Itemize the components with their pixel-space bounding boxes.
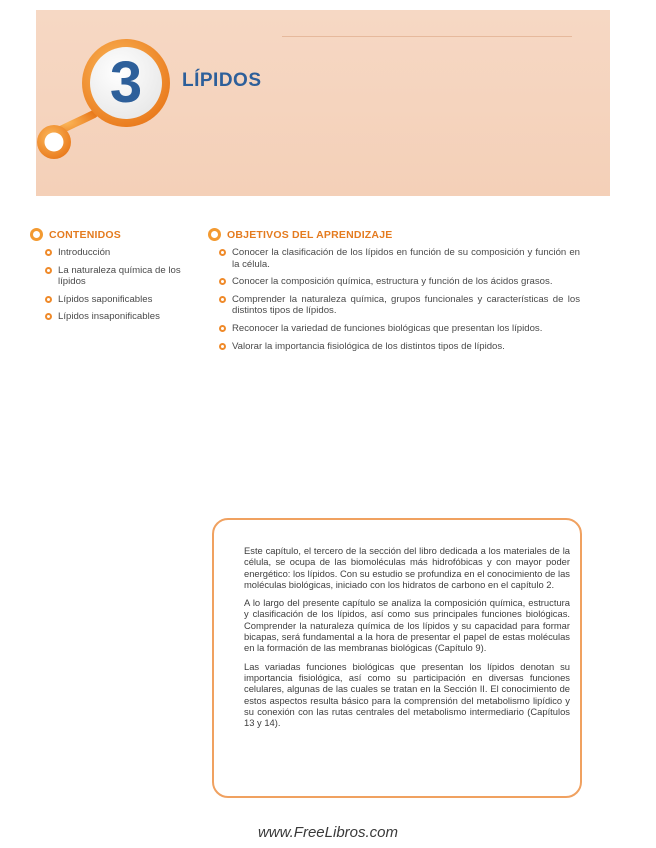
bullet-icon [219, 325, 226, 332]
chapter-number: 3 [109, 50, 143, 115]
objectives-header [208, 228, 580, 241]
summary-paragraph: A lo largo del presente capítulo se analiza la composición química, estructura y clasificación de los lípidos, así como sus principales funciones biológicas. Comprender la naturaleza química de los lípidos y su capacidad para formar bicapas, será fundamental a la hora de presentar el papel de estas moléculas en la formación de las membranas biológicas (Capítulo 9). [244, 597, 570, 654]
summary-paragraph: Las variadas funciones biológicas que presentan los lípidos denotan su importancia fisiológica, así como su participación en diversas funciones celulares, algunas de las cuales se tratan en la Sección II. El conocimiento de estos aspectos resulta básico para la comprensión del metabolismo lipídico y su conexión con las rutas centrales del metabolismo intermediario (Capítulos 13 y 14). [244, 660, 570, 729]
list-item: La naturaleza química de los lípidos [30, 265, 200, 288]
list-item: Valorar la importancia fisiológica de los distintos tipos de lípidos. [208, 341, 580, 353]
bullet-icon [45, 296, 52, 303]
bullet-icon [219, 249, 226, 256]
bullet-icon [45, 313, 52, 320]
bullet-icon [219, 343, 226, 350]
list-item: Lípidos insaponificables [30, 311, 200, 323]
header-rule [282, 36, 572, 37]
footer-url: www.FreeLibros.com [257, 824, 399, 841]
bullet-icon [219, 296, 226, 303]
objectives-list [208, 247, 580, 352]
contents-heading: CONTENIDOS [49, 228, 122, 241]
circle-icon [30, 228, 43, 241]
contents-list [30, 247, 200, 323]
objectives-heading: OBJETIVOS DEL APRENDIZAJE [227, 228, 393, 241]
summary-text [244, 545, 570, 735]
chapter-badge [34, 36, 204, 176]
list-item: Comprender la naturaleza química, grupos funcionales y características de los distintos tipos de lípidos. [208, 294, 580, 317]
objectives-section [208, 228, 580, 358]
chapter-title: LÍPIDOS [182, 70, 262, 91]
summary-paragraph: Este capítulo, el tercero de la sección del libro dedicada a los materiales de la célula, se ocupa de las biomoléculas más hidrofóbicas y con mayor poder energético: los lípidos. Con su estudio se profundiza en el conocimiento de las moléculas biológicas, iniciado con los hidratos de carbono en el capítulo 2. [244, 545, 570, 590]
contents-header [30, 228, 200, 241]
list-item: Conocer la clasificación de los lípidos en función de su composición y función en la célula. [208, 247, 580, 270]
contents-section [30, 228, 200, 329]
bullet-icon [45, 267, 52, 274]
list-item: Conocer la composición química, estructura y función de los ácidos grasos. [208, 276, 580, 288]
bullet-icon [45, 249, 52, 256]
circle-icon [208, 228, 221, 241]
list-item: Introducción [30, 247, 200, 259]
bullet-icon [219, 278, 226, 285]
list-item: Reconocer la variedad de funciones biológicas que presentan los lípidos. [208, 323, 580, 335]
list-item: Lípidos saponificables [30, 294, 200, 306]
